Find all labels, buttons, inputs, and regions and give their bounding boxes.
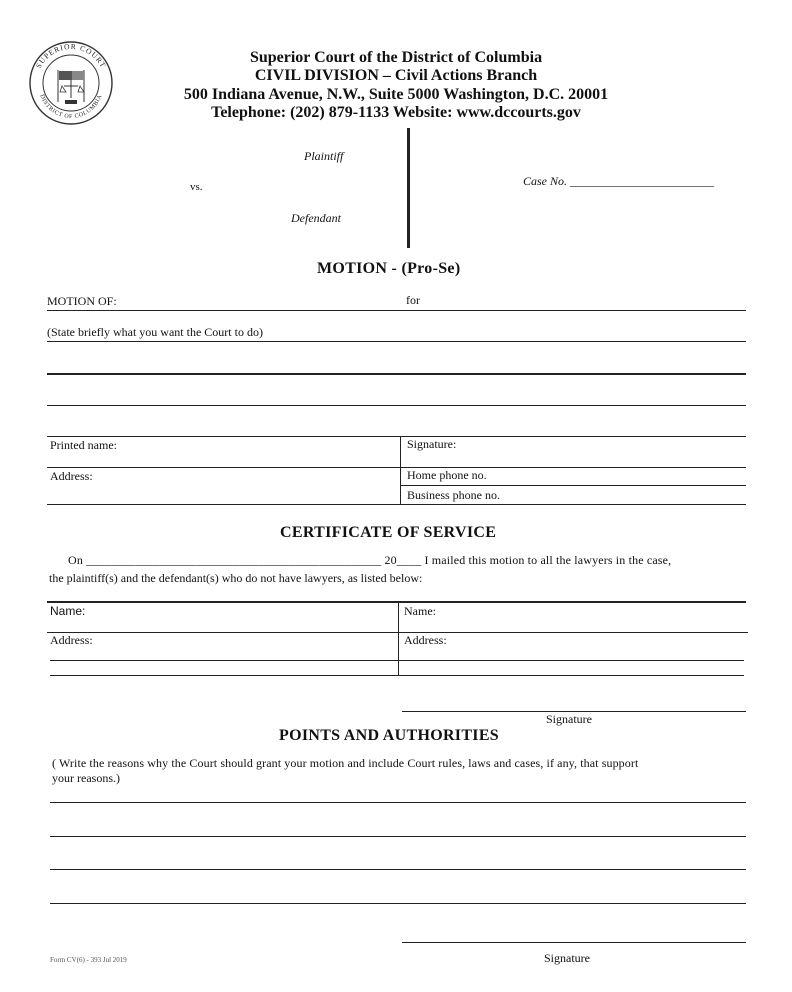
service-address-left: Address: xyxy=(50,633,93,647)
motion-of-label: MOTION OF: xyxy=(47,294,117,308)
info-box-mid xyxy=(47,467,746,468)
points-line-2[interactable] xyxy=(50,836,746,837)
service-box-divider xyxy=(398,602,399,676)
motion-instruction: (State briefly what you want the Court to do) xyxy=(47,325,263,339)
division-name: CIVIL DIVISION – Civil Actions Branch xyxy=(254,67,538,84)
address-label: Address: xyxy=(50,469,93,483)
certificate-line-1: On ________________________________________________ 20____ I mailed this motion to all the lawyers in the case, xyxy=(68,553,672,567)
points-instruction-1: ( Write the reasons why the Court should grant your motion and include Court rules, laws and cases, if any, that support xyxy=(52,756,639,770)
phone-divider xyxy=(400,485,746,486)
motion-title: MOTION - (Pro-Se) xyxy=(317,260,461,277)
service-name-line xyxy=(47,632,748,633)
certificate-signature-label: Signature xyxy=(546,712,592,726)
signature-label: Signature: xyxy=(407,437,457,451)
info-box-bottom xyxy=(47,504,746,505)
printed-name-label: Printed name: xyxy=(50,438,117,452)
certificate-title: CERTIFICATE OF SERVICE xyxy=(280,524,497,541)
service-box-top xyxy=(47,601,746,603)
service-name-right: Name: xyxy=(404,604,436,618)
case-number-field[interactable]: Case No. ________________________ xyxy=(523,174,715,188)
svg-text:SUPERIOR COURT xyxy=(34,42,108,70)
service-address-line-1[interactable] xyxy=(50,660,744,661)
service-address-line-2[interactable] xyxy=(50,675,744,676)
home-phone-label: Home phone no. xyxy=(407,468,487,482)
points-signature-line[interactable] xyxy=(402,942,746,943)
motion-request-line-2[interactable] xyxy=(47,373,746,375)
certificate-line-2: the plaintiff(s) and the defendant(s) who do not have lawyers, as listed below: xyxy=(49,571,423,585)
court-name: Superior Court of the District of Columbia xyxy=(249,49,543,66)
service-address-right: Address: xyxy=(404,633,447,647)
business-phone-label: Business phone no. xyxy=(407,488,500,502)
motion-request-line-1[interactable] xyxy=(47,341,746,342)
court-address: 500 Indiana Avenue, N.W., Suite 5000 Washington, D.C. 20001 xyxy=(183,86,609,103)
info-box-top xyxy=(47,436,746,437)
plaintiff-label: Plaintiff xyxy=(304,149,344,163)
points-title: POINTS AND AUTHORITIES xyxy=(279,727,499,744)
form-id: Form CV(6) - 393 Jul 2019 xyxy=(50,956,127,964)
for-label: for xyxy=(406,293,420,307)
info-box-divider xyxy=(400,436,401,504)
points-line-3[interactable] xyxy=(50,869,746,870)
points-signature-label: Signature xyxy=(544,951,590,965)
defendant-label: Defendant xyxy=(291,211,341,225)
caption-divider xyxy=(407,128,410,248)
seal-bottom-text: DISTRICT OF COLUMBIA xyxy=(38,93,104,121)
vs-label: vs. xyxy=(190,181,203,193)
motion-of-line[interactable] xyxy=(47,310,746,311)
court-contact: Telephone: (202) 879-1133 Website: www.dccourts.gov xyxy=(211,104,581,121)
points-line-1[interactable] xyxy=(50,802,746,803)
points-instruction-2: your reasons.) xyxy=(52,771,120,785)
points-line-4[interactable] xyxy=(50,903,746,904)
service-name-left: Name: xyxy=(50,604,86,618)
motion-request-line-3[interactable] xyxy=(47,405,746,406)
seal-top-text: SUPERIOR COURT xyxy=(33,41,109,70)
court-seal xyxy=(28,40,114,126)
